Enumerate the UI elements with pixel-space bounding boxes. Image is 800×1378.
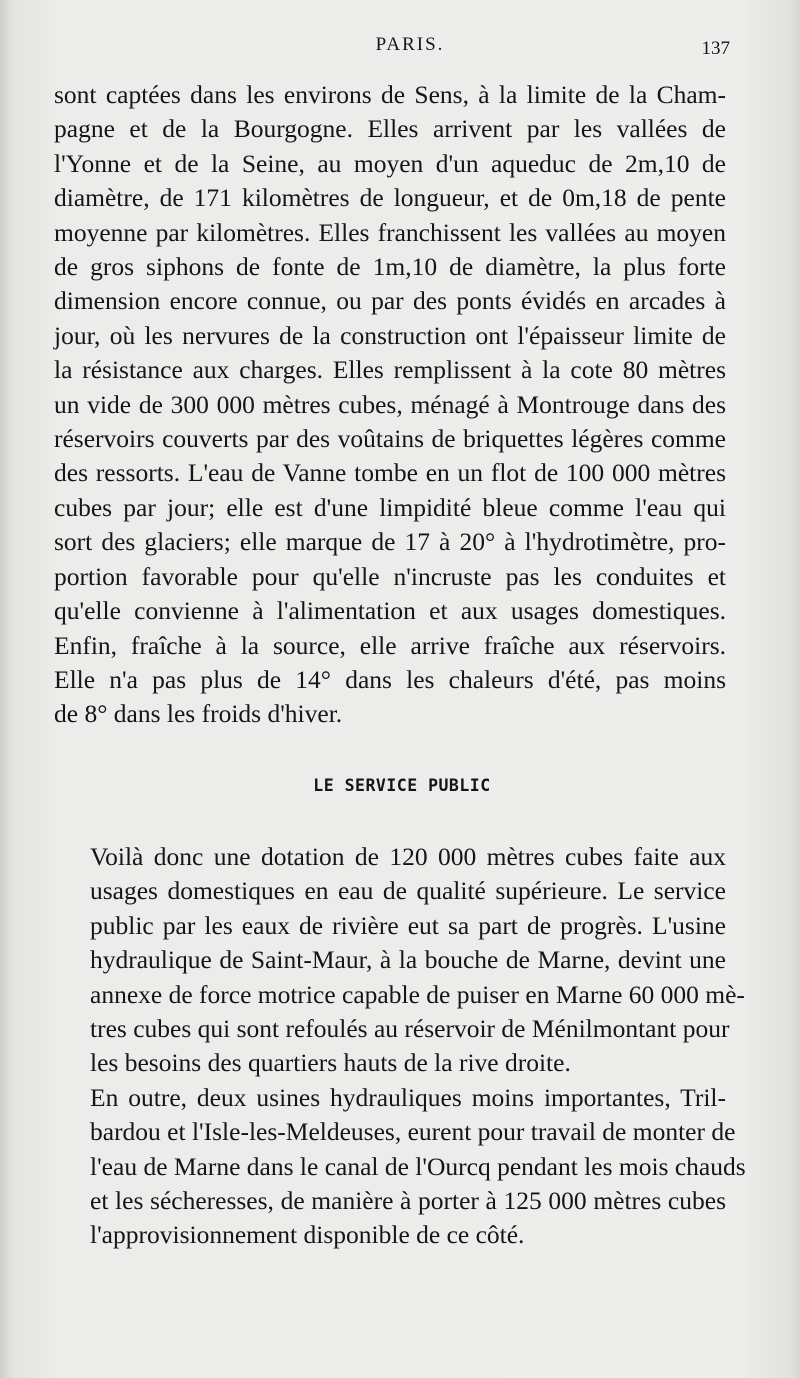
- text-line: En outre, deux usines hydrauliques moins importantes, Tril-: [90, 1082, 726, 1112]
- text-line: jour, où les nervures de la construction ont l'épaisseur limite de: [54, 320, 726, 350]
- text-line: annexe de force motrice capable de puiser en Marne 60 000 mè-: [90, 979, 745, 1009]
- text-line: de 8° dans les froids d'hiver.: [54, 699, 343, 729]
- text-line: usages domestiques en eau de qualité supérieure. Le service: [90, 876, 726, 906]
- text-line: sort des glaciers; elle marque de 17 à 20° à l'hydrotimètre, pro-: [54, 527, 726, 557]
- text-line: Elle n'a pas plus de 14° dans les chaleurs d'été, pas moins: [54, 664, 726, 694]
- paragraph-service-public: [54, 840, 745, 1081]
- text-line: public par les eaux de rivière eut sa part de progrès. L'usine: [90, 910, 726, 940]
- body-text-bottom: [54, 840, 746, 1253]
- text-line: de gros siphons de fonte de 1m,10 de diamètre, la plus forte: [54, 252, 726, 282]
- text-line: dimension encore connue, ou par des ponts évidés en arcades à: [54, 286, 726, 316]
- section-heading: LE SERVICE PUBLIC: [313, 776, 491, 795]
- text-line: l'eau de Marne dans le canal de l'Ourcq pendant les mois chauds: [90, 1151, 746, 1181]
- text-line: et les sécheresses, de manière à porter à 125 000 mètres cubes: [90, 1186, 726, 1216]
- text-line: tres cubes qui sont refoulés au réservoir de Ménilmontant pour: [90, 1014, 730, 1044]
- text-line: les besoins des quartiers hauts de la rive droite.: [90, 1048, 571, 1078]
- running-head: [0, 34, 800, 64]
- text-line: réservoirs couverts par des voûtains de briquettes légères comme: [54, 424, 726, 454]
- paragraph-usines: [54, 1081, 746, 1253]
- text-line: hydraulique de Saint-Maur, à la bouche de Marne, devint une: [90, 945, 726, 975]
- body-text-top: [54, 78, 726, 732]
- paragraph-aqueduct: [54, 78, 726, 732]
- text-line: un vide de 300 000 mètres cubes, ménagé à Montrouge dans des: [54, 389, 726, 419]
- text-line: l'Yonne et de la Seine, au moyen d'un aqueduc de 2m,10 de: [54, 148, 726, 178]
- text-line: moyenne par kilomètres. Elles franchissent les vallées au moyen: [54, 217, 726, 247]
- text-line: cubes par jour; elle est d'une limpidité bleue comme l'eau qui: [54, 492, 726, 522]
- text-line: Enfin, fraîche à la source, elle arrive fraîche aux réservoirs.: [54, 630, 726, 660]
- page-number: 137: [701, 38, 730, 59]
- text-line: sont captées dans les environs de Sens, à la limite de la Cham-: [54, 80, 726, 109]
- text-line: bardou et l'Isle-les-Meldeuses, eurent pour travail de monter de: [90, 1117, 736, 1147]
- text-line: portion favorable pour qu'elle n'incruste pas les conduites et: [54, 561, 726, 591]
- running-title: PARIS.: [375, 34, 445, 55]
- text-line: qu'elle convienne à l'alimentation et aux usages domestiques.: [54, 596, 726, 626]
- text-line: diamètre, de 171 kilomètres de longueur, et de 0m,18 de pente: [54, 183, 726, 213]
- text-line: l'approvisionnement disponible de ce côté.: [90, 1220, 525, 1250]
- text-line: Voilà donc une dotation de 120 000 mètres cubes faite aux: [90, 842, 726, 871]
- text-line: la résistance aux charges. Elles remplissent à la cote 80 mètres: [54, 355, 726, 385]
- text-line: pagne et de la Bourgogne. Elles arrivent par les vallées de: [54, 114, 726, 144]
- text-line: des ressorts. L'eau de Vanne tombe en un flot de 100 000 mètres: [54, 458, 726, 488]
